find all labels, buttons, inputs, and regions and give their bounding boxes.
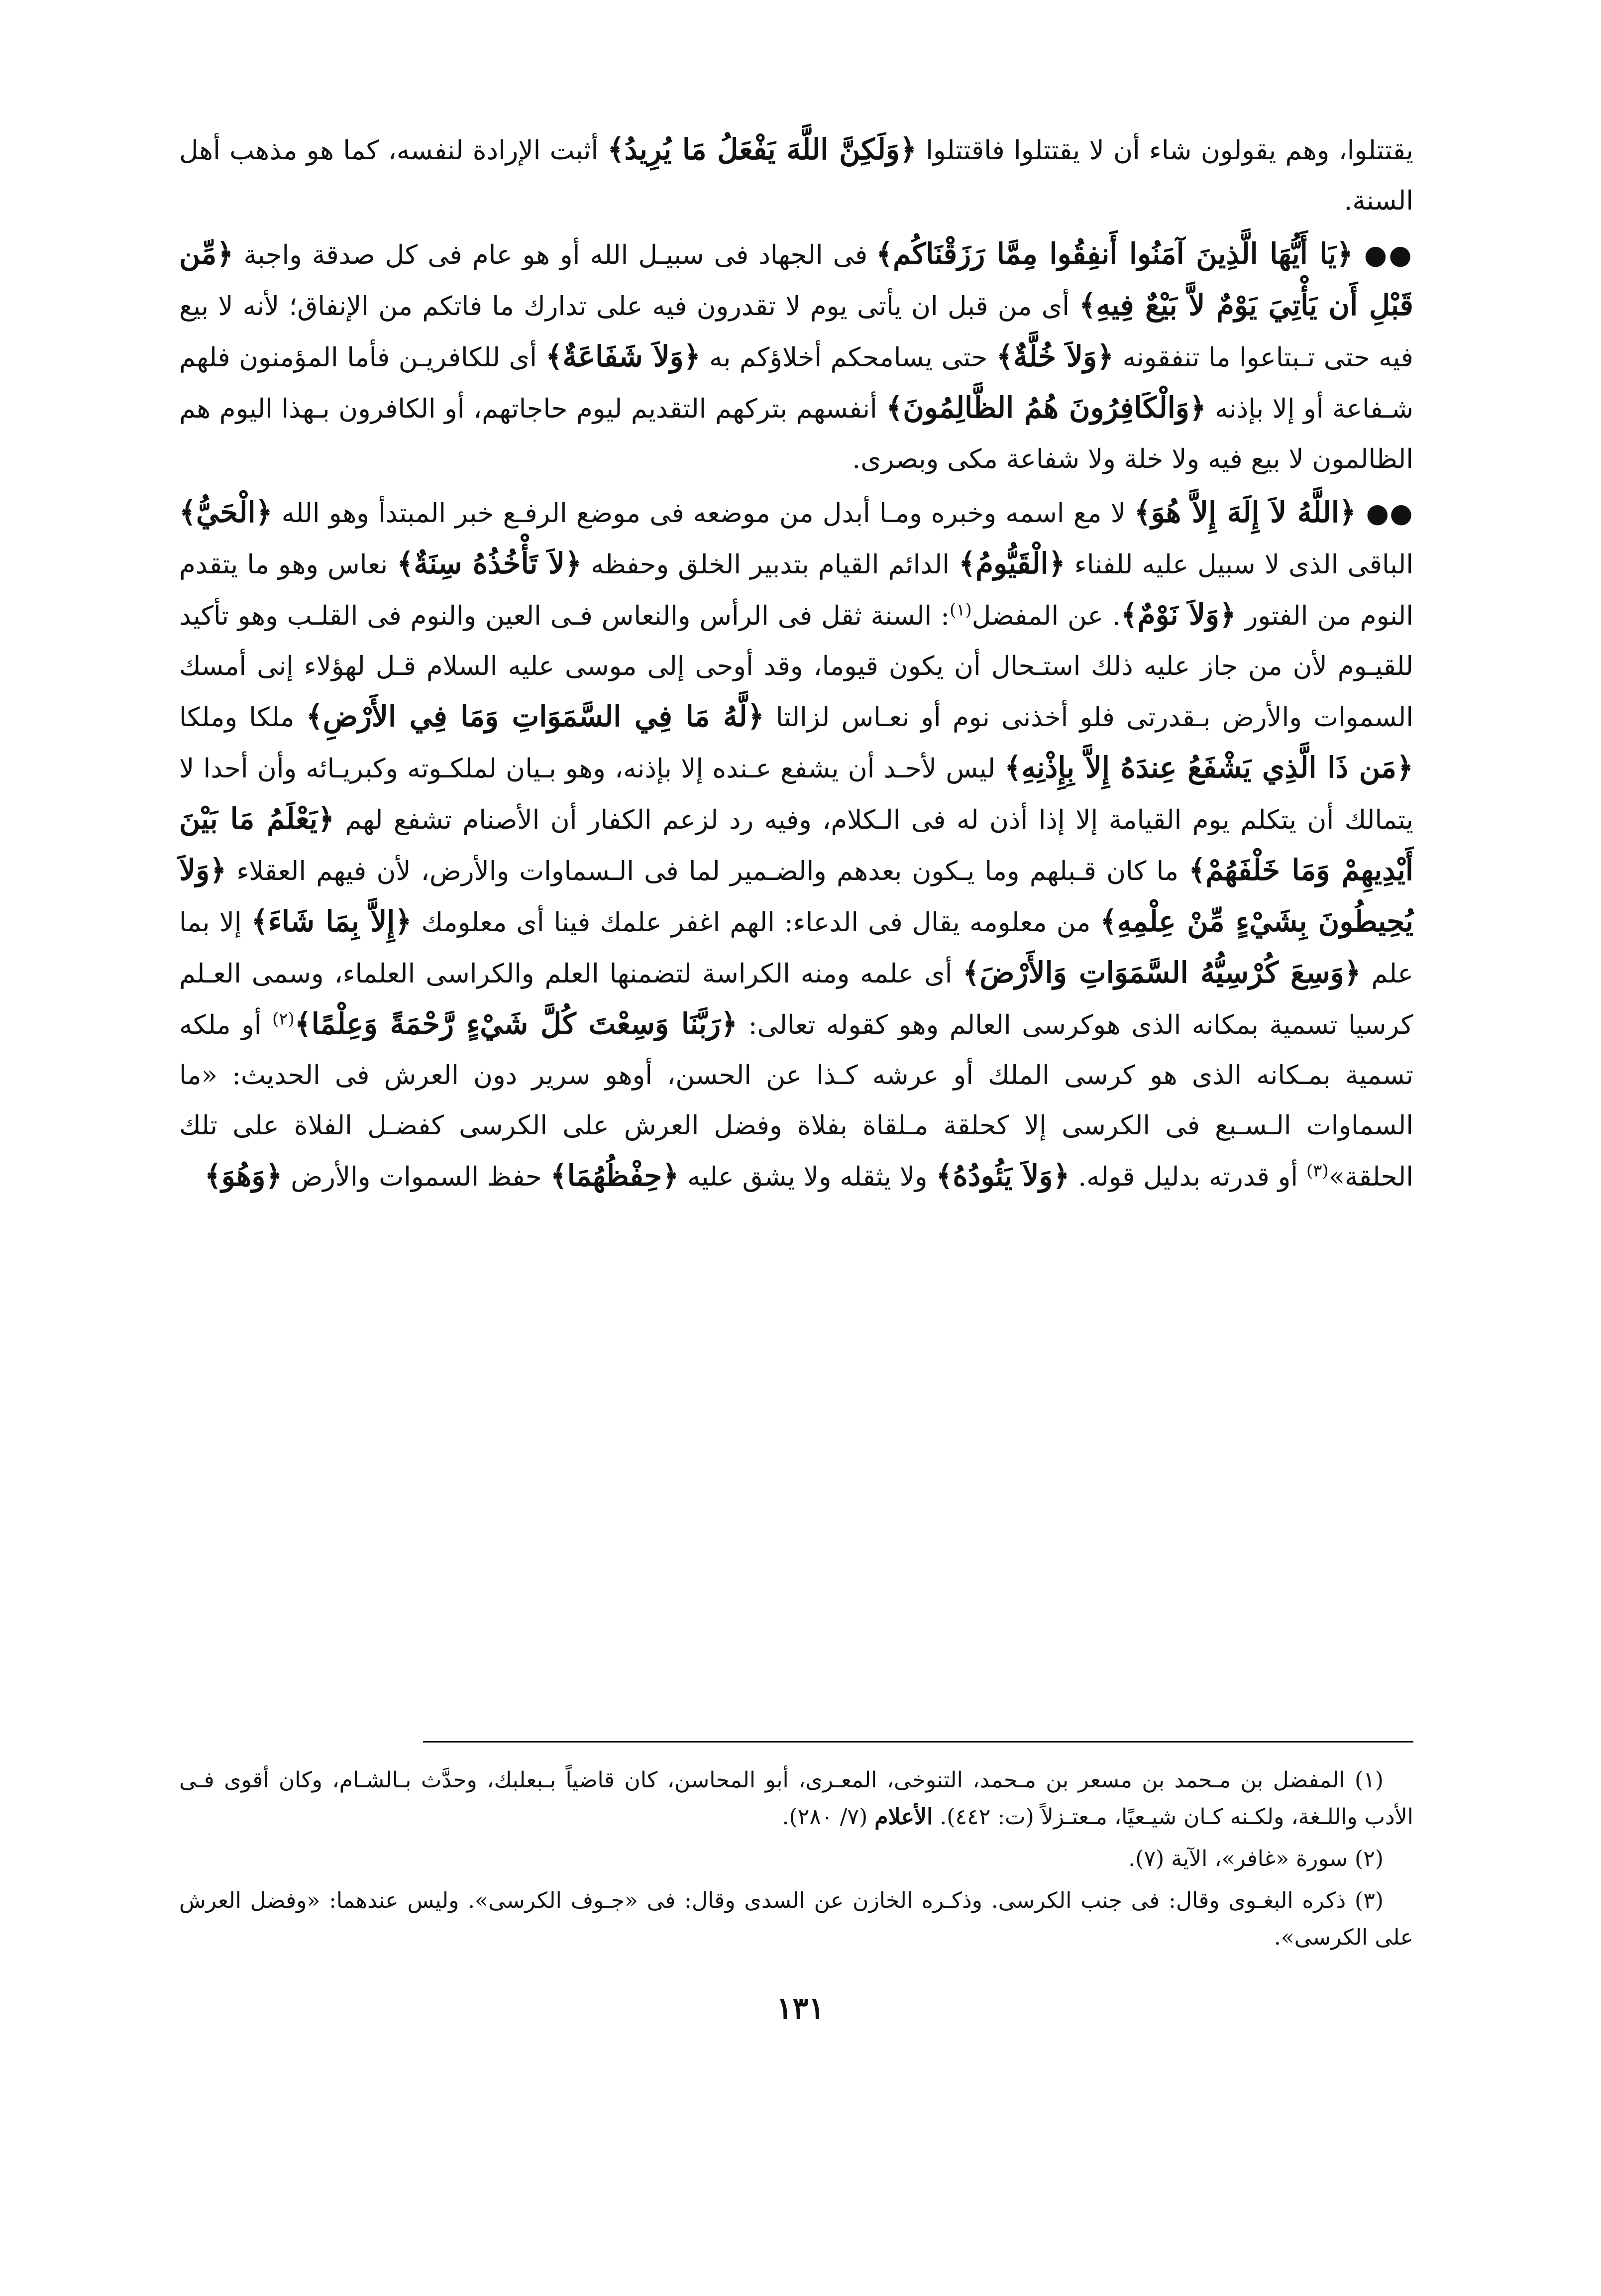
- quran-quote: ﴿الْقَيُّومُ﴾: [959, 547, 1066, 580]
- footnote: [179, 1841, 1413, 1877]
- paragraph: [179, 487, 1413, 1202]
- quran-quote: ﴿مِّن قَبْلِ أَن يَأْتِيَ يَوْمٌ لاَّ بَيْعٌ فِيهِ﴾: [179, 237, 1413, 322]
- text-run: حتى يسامحكم أخلاؤكم به: [700, 342, 996, 373]
- text-run: الباقى الذى لا سبيل عليه للفناء: [1065, 549, 1413, 580]
- quran-quote: ﴿وَلَكِنَّ اللَّهَ يَفْعَلُ مَا يُرِيدُ﴾: [607, 132, 917, 166]
- footnote-ref: (١): [949, 600, 972, 620]
- text-run: ما كان قـبلهم وما يـكون بعدهم والضـمير لما فى الـسماوات والأرض، لأن فيهم العقلاء: [226, 856, 1189, 886]
- text-run: (٣) ذكره البغـوى وقال: فى جنب الكرسى. وذكـره الخازن عن السدى وقال: فى «جـوف الكرسى». وليس عندهما: «وفضل العرش على الكرسى».: [179, 1888, 1413, 1950]
- verse-marker: ●●: [1353, 239, 1413, 270]
- text-run: أو قدرته بدليل قوله.: [1069, 1162, 1306, 1192]
- quran-quote: ﴿إِلاَّ بِمَا شَاءَ﴾: [251, 904, 412, 938]
- text-run: ولا يثقله ولا يشق عليه: [679, 1162, 936, 1192]
- footnote: [179, 1882, 1413, 1956]
- text-run: (١) المفضل بن مـحمد بن مسعر بن مـحمد، التنوخى، المعـرى، أبو المحاسن، كان قاضياً بـبعلبك، وحدَّث بـالشـام، وكان أقوى فـى الأدب واللـغة، ولكـنه كـان شيـعيًا، مـعتـزلاً (ت: ٤٤٢).: [179, 1767, 1413, 1830]
- text-run: أى علمه ومنه الكراسة لتضمنها العلم والكراسى العلماء، وسمى العـلم كرسيا تسمية بمكانه الذى هوكرسى العالم وهو كقوله تعالى:: [179, 959, 1413, 1040]
- text-run: أثبت الإرادة لنفسه، كما هو مذهب أهل السنة.: [179, 135, 1413, 216]
- text-run: من معلومه يقال فى الدعاء: الهم اغفر علمك فينا أى معلومك: [412, 907, 1100, 938]
- main-text: [179, 124, 1413, 1202]
- text-run: (٢) سورة «غافر»، الآية (٧).: [1128, 1846, 1384, 1871]
- quran-quote: ﴿وَالْكَافِرُونَ هُمُ الظَّالِمُونَ﴾: [886, 391, 1206, 425]
- quran-quote: ﴿وَلاَ يُحِيطُونَ بِشَيْءٍ مِّنْ عِلْمِهِ﴾: [179, 853, 1414, 938]
- footnote: [179, 1762, 1413, 1836]
- text-run: أو ملكه تسمية بمـكانه الذى هو كرسى الملك أو عرشه كـذا عن الحسن، أوهو سرير دون العرش فى الحديث: «ما السماوات الـسـبع فى الكرسى إلا كحلقة مـلقاة بفلاة وفضل العرش على الكرسى كفضـل الفلاة على تلك الحلقة»: [179, 1010, 1413, 1192]
- text-run: : السنة ثقل فى الرأس والنعاس فـى العين والنوم فى القلـب وهو تأكيد للقيـوم لأن من جاز عليه ذلك استـحال أن يكون قيوما، وقد أوحى إلى موسى عليه السلام قـل لهؤلاء إنى أمسك السموات والأرض بـقدرتى فلو أخذنى نوم أو نعـاس لزالتا: [179, 601, 1413, 733]
- text-run: حفظ السموات والأرض: [282, 1162, 550, 1192]
- text-run: لا مع اسمه وخبره ومـا أبدل من موضعه فى موضع الرفـع خبر المبتدأ وهو الله: [272, 498, 1134, 529]
- paragraph: [179, 124, 1413, 226]
- text-run: فى الجهاد فى سبيـل الله أو هو عام فى كل صدقة واجبة: [233, 240, 876, 270]
- bold-term: الأعلام: [874, 1804, 933, 1830]
- paragraph: [179, 229, 1413, 484]
- quran-quote: ﴿لاَ تَأْخُذُهُ سِنَةٌ﴾: [397, 547, 582, 580]
- footnotes: [179, 1762, 1413, 1961]
- quran-quote: ﴿مَن ذَا الَّذِي يَشْفَعُ عِندَهُ إِلاَّ بِإِذْنِهِ﴾: [1004, 751, 1413, 784]
- text-run: إلا بما علم: [179, 907, 1413, 989]
- text-run: الدائم القيام بتدبير الخلق وحفظه: [581, 549, 959, 580]
- quran-quote: ﴿وَلاَ شَفَاعَةٌ﴾: [545, 339, 701, 373]
- page-number: ١٣١: [776, 1991, 825, 2026]
- text-run: ليس لأحـد أن يشفع عـنده إلا بإذنه، وهو بـيان لملكـوته وكبريـائه وأن أحدا لا يتمالك أن يتكلم يوم القيامة إلا إذا أذن له فى الـكلام، وفيه رد لزعم الكفار أن الأصنام تشفع لهم: [179, 754, 1413, 835]
- quran-quote: ﴿وَسِعَ كُرْسِيُّهُ السَّمَوَاتِ وَالأَرْضَ﴾: [962, 956, 1361, 989]
- quran-quote: ﴿وَهُوَ﴾: [204, 1159, 283, 1193]
- footnote-ref: (٢): [272, 1009, 295, 1029]
- quran-quote: ﴿رَبَّنَا وَسِعْتَ كُلَّ شَيْءٍ رَّحْمَةً وَعِلْمًا﴾: [294, 1007, 738, 1041]
- text-run: نعاس وهو ما يتقدم النوم من الفتور: [179, 549, 1413, 631]
- quran-quote: ﴿يَا أَيُّهَا الَّذِينَ آمَنُوا أَنفِقُوا مِمَّا رَزَقْنَاكُم﴾: [876, 237, 1354, 271]
- quran-quote: ﴿حِفْظُهُمَا﴾: [550, 1159, 679, 1193]
- text-run: ملكا وملكا: [179, 702, 306, 733]
- quran-quote: ﴿وَلاَ نَوْمٌ﴾: [1120, 598, 1236, 632]
- footnote-separator: [423, 1741, 1413, 1743]
- text-run: يقتتلوا، وهم يقولون شاء أن لا يقتتلوا فاقتتلوا: [916, 135, 1414, 166]
- text-run: أنفسهم بتركهم التقديم ليوم حاجاتهم، أو الكافرون بـهذا اليوم هم الظالمون لا بيع فيه ولا خلة ولا شفاعة مكى وبصرى.: [179, 394, 1413, 474]
- verse-marker: ●●: [1356, 498, 1413, 529]
- text-run: (٧/ ٢٨٠).: [782, 1804, 875, 1830]
- quran-quote: ﴿وَلاَ خُلَّةٌ﴾: [996, 339, 1114, 373]
- quran-quote: ﴿يَعْلَمُ مَا بَيْنَ أَيْدِيهِمْ وَمَا خَلْفَهُمْ﴾: [179, 802, 1413, 887]
- footnote-ref: (٣): [1306, 1161, 1329, 1181]
- quran-quote: ﴿الْحَيُّ﴾: [179, 495, 273, 529]
- text-run: أى للكافريـن فأما المؤمنون فلهم شـفاعة أو إلا بإذنه: [179, 342, 1413, 424]
- text-run: . عن المفضل: [971, 601, 1121, 631]
- text-run: أى من قبل ان يأتى يوم لا تقدرون فيه على تدارك ما فاتكم من الإنفاق؛ لأنه لا بيع فيه حتى تـبتاعوا ما تنفقونه: [179, 291, 1413, 373]
- quran-quote: ﴿لَّهُ مَا فِي السَّمَوَاتِ وَمَا فِي الأَرْضِ﴾: [306, 699, 764, 733]
- quran-quote: ﴿وَلاَ يَئُودُهُ﴾: [936, 1159, 1070, 1193]
- quran-quote: ﴿اللَّهُ لاَ إِلَهَ إِلاَّ هُوَ﴾: [1134, 495, 1356, 529]
